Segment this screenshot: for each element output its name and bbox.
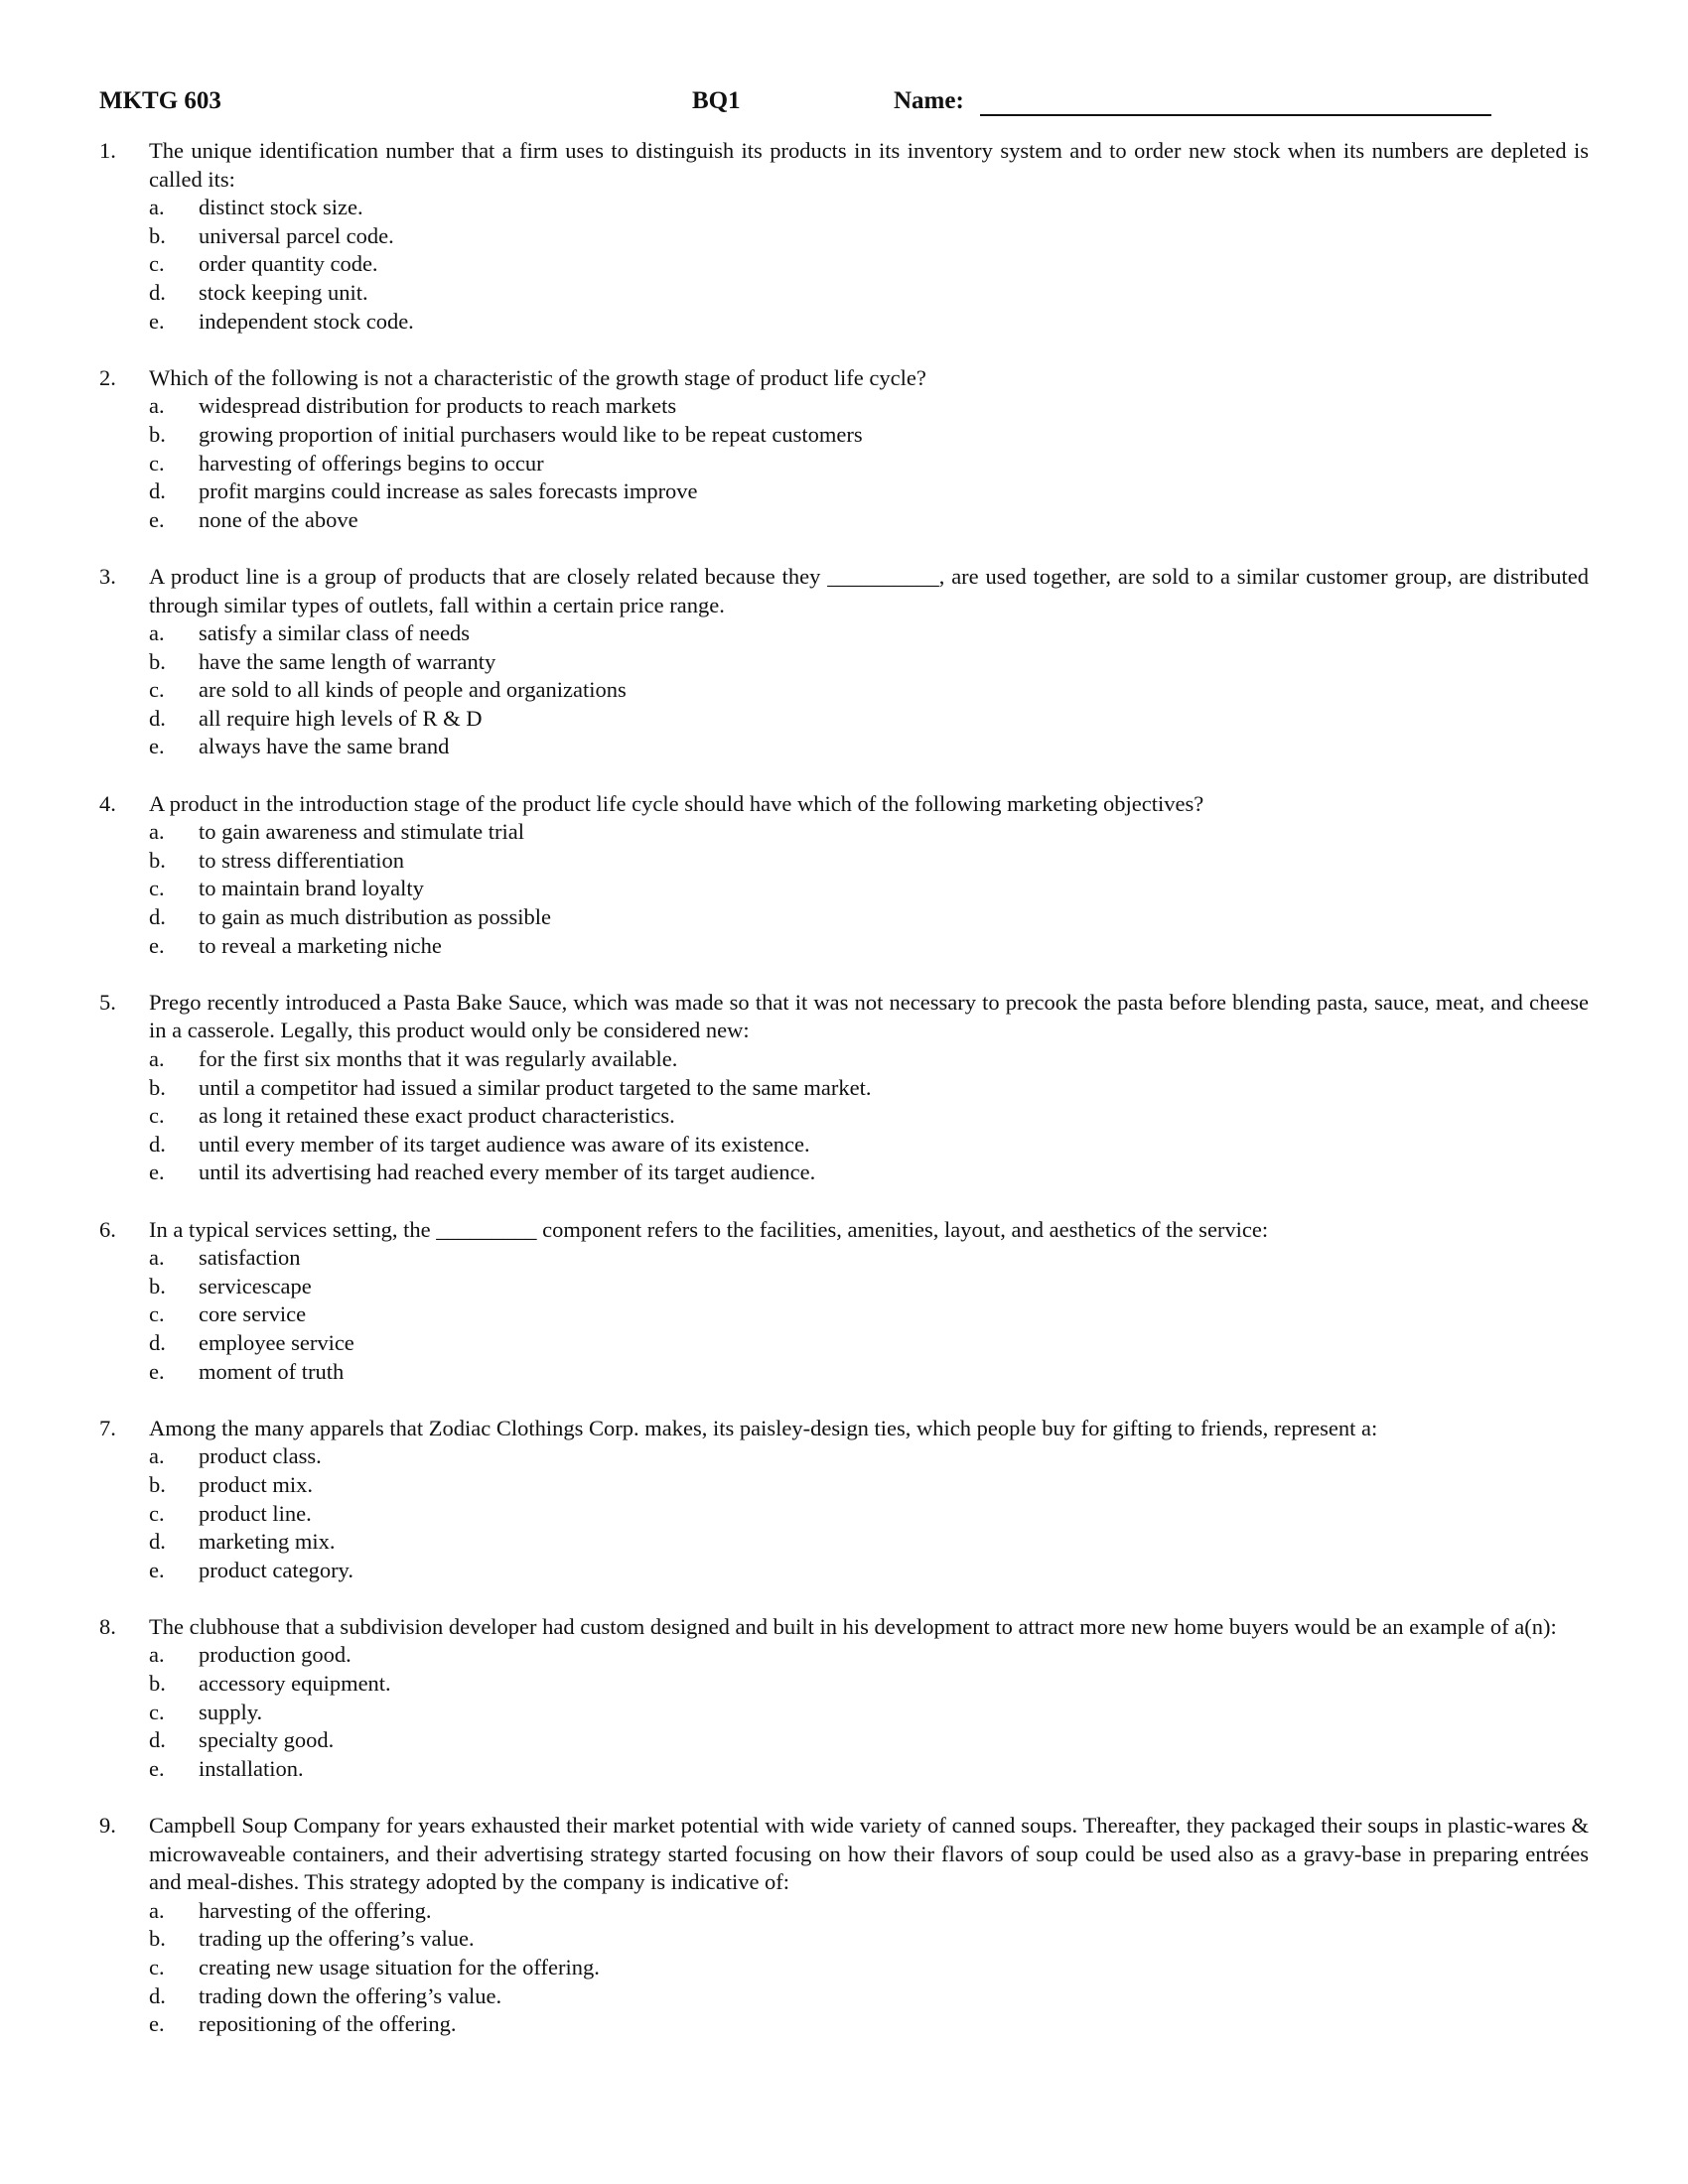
option-letter: e. (149, 734, 165, 759)
answer-option-e (99, 932, 1589, 961)
option-letter: e. (149, 2011, 165, 2037)
option-letter: b. (149, 1273, 166, 1298)
option-text: servicescape (199, 1273, 312, 1298)
option-text: to gain as much distribution as possible (199, 904, 551, 930)
option-letter: a. (149, 195, 165, 220)
answer-option-c (99, 450, 1589, 478)
option-letter: c. (149, 1955, 165, 1979)
option-letter: c. (149, 1301, 165, 1327)
option-text: to reveal a marketing niche (199, 932, 442, 958)
question-9 (99, 1812, 1589, 2039)
option-letter: e. (149, 1557, 165, 1582)
quiz-page (99, 87, 1589, 2067)
option-text: specialty good. (199, 1727, 335, 1753)
option-text: harvesting of offerings begins to occur (199, 450, 544, 476)
option-text: product mix. (199, 1471, 313, 1497)
option-letter: d. (149, 1131, 166, 1157)
option-text: marketing mix. (199, 1529, 336, 1555)
option-text: stock keeping unit. (199, 279, 368, 305)
option-text: to gain awareness and stimulate trial (199, 819, 525, 845)
name-blank-line (980, 114, 1491, 116)
question-number: 5. (99, 989, 116, 1015)
option-letter: e. (149, 932, 165, 958)
answer-option-d (99, 705, 1589, 734)
option-text: until its advertising had reached every member of its target audience. (199, 1160, 816, 1185)
question-number: 9. (99, 1813, 116, 1839)
answer-option-b (99, 222, 1589, 251)
question-text: Among the many apparels that Zodiac Clothings Corp. makes, its paisley-design ties, which people buy for gifting to friends, represent a: (149, 1415, 1378, 1440)
answer-options (99, 818, 1589, 960)
option-letter: a. (149, 620, 165, 646)
option-text: always have the same brand (199, 734, 450, 759)
answer-option-a (99, 818, 1589, 847)
answer-option-c (99, 1500, 1589, 1529)
answer-option-e (99, 308, 1589, 337)
answer-option-e (99, 733, 1589, 761)
option-text: satisfy a similar class of needs (199, 620, 471, 646)
answer-options (99, 619, 1589, 761)
option-text: to stress differentiation (199, 847, 405, 873)
answer-option-a (99, 619, 1589, 648)
option-text: until every member of its target audience was aware of its existence. (199, 1131, 810, 1157)
option-text: independent stock code. (199, 308, 414, 334)
answer-option-a (99, 194, 1589, 222)
option-text: production good. (199, 1642, 352, 1668)
answer-option-a (99, 1442, 1589, 1471)
question-number: 8. (99, 1613, 116, 1639)
option-letter: d. (149, 478, 166, 504)
option-letter: a. (149, 1642, 165, 1668)
option-letter: b. (149, 1671, 166, 1697)
option-letter: c. (149, 251, 165, 277)
answer-option-e (99, 506, 1589, 535)
option-letter: e. (149, 308, 165, 334)
option-text: moment of truth (199, 1358, 345, 1384)
answer-option-c (99, 676, 1589, 705)
option-text: order quantity code. (199, 251, 378, 277)
answer-option-a (99, 1045, 1589, 1074)
question-number: 4. (99, 790, 116, 816)
option-text: universal parcel code. (199, 222, 394, 248)
option-text: widespread distribution for products to reach markets (199, 393, 677, 419)
question-2 (99, 364, 1589, 535)
option-text: growing proportion of initial purchasers would like to be repeat customers (199, 421, 863, 447)
option-letter: d. (149, 279, 166, 305)
option-letter: a. (149, 1245, 165, 1271)
question-8 (99, 1613, 1589, 1784)
option-letter: d. (149, 904, 166, 930)
question-text: A product line is a group of products that are closely related because they __________, are used together, are sold to a similar customer group, are distributed through similar types of outlets, fall within a certain price range. (149, 563, 1589, 617)
option-letter: d. (149, 1329, 166, 1355)
answer-option-a (99, 1897, 1589, 1926)
option-text: core service (199, 1301, 307, 1327)
answer-options (99, 1244, 1589, 1386)
answer-option-e (99, 1358, 1589, 1387)
option-letter: a. (149, 819, 165, 845)
option-letter: d. (149, 1982, 166, 2008)
question-7 (99, 1415, 1589, 1585)
option-letter: b. (149, 421, 166, 447)
answer-option-c (99, 1699, 1589, 1727)
option-letter: c. (149, 1500, 165, 1526)
option-text: distinct stock size. (199, 195, 363, 220)
question-text: Which of the following is not a characteristic of the growth stage of product life cycle? (149, 364, 926, 390)
answer-option-b (99, 648, 1589, 677)
option-letter: c. (149, 1103, 165, 1129)
answer-option-a (99, 1641, 1589, 1670)
question-number: 2. (99, 364, 116, 390)
question-number: 1. (99, 138, 116, 163)
question-text: The unique identification number that a firm uses to distinguish its products in its inventory system and to order new stock when its numbers are depleted is called its: (149, 138, 1589, 192)
answer-option-c (99, 1300, 1589, 1329)
option-letter: a. (149, 1046, 165, 1071)
option-text: installation. (199, 1755, 304, 1781)
answer-option-d (99, 1982, 1589, 2011)
answer-option-b (99, 1670, 1589, 1699)
answer-option-e (99, 1755, 1589, 1784)
question-text: In a typical services setting, the _________ component refers to the facilities, amenities, layout, and aesthetics of the service: (149, 1216, 1269, 1242)
option-text: employee service (199, 1329, 354, 1355)
answer-option-e (99, 1557, 1589, 1585)
option-letter: b. (149, 1074, 166, 1100)
option-text: profit margins could increase as sales forecasts improve (199, 478, 698, 504)
option-letter: e. (149, 1160, 165, 1185)
option-letter: b. (149, 1471, 166, 1497)
option-text: repositioning of the offering. (199, 2011, 457, 2037)
answer-options (99, 1045, 1589, 1187)
option-text: as long it retained these exact product characteristics. (199, 1103, 675, 1129)
answer-options (99, 1442, 1589, 1584)
option-text: none of the above (199, 506, 358, 532)
question-text: A product in the introduction stage of the product life cycle should have which of the following marketing objectives? (149, 790, 1204, 816)
option-letter: c. (149, 450, 165, 476)
question-5 (99, 989, 1589, 1187)
option-letter: a. (149, 393, 165, 419)
question-text: Campbell Soup Company for years exhausted their market potential with wide variety of canned soups. Thereafter, they packaged their soups in plastic-wares & microwaveable containers, and their advertising strategy started focusing on how their flavors of soup could be used also as a gravy-base in preparing entrées and meal-dishes. This strategy adopted by the company is indicative of: (149, 1813, 1589, 1895)
answer-option-d (99, 1726, 1589, 1755)
option-letter: b. (149, 1926, 166, 1952)
question-6 (99, 1216, 1589, 1387)
option-letter: b. (149, 222, 166, 248)
option-text: to maintain brand loyalty (199, 876, 424, 901)
option-letter: d. (149, 1529, 166, 1555)
answer-option-a (99, 392, 1589, 421)
course-code: MKTG 603 (99, 87, 221, 114)
option-text: harvesting of the offering. (199, 1897, 432, 1923)
answer-option-c (99, 1954, 1589, 1982)
answer-option-d (99, 279, 1589, 308)
option-letter: c. (149, 876, 165, 901)
answer-option-b (99, 421, 1589, 450)
question-list (99, 137, 1589, 2039)
option-text: until a competitor had issued a similar product targeted to the same market. (199, 1074, 872, 1100)
answer-option-b (99, 1074, 1589, 1103)
answer-options (99, 194, 1589, 336)
option-text: trading down the offering’s value. (199, 1982, 502, 2008)
question-4 (99, 790, 1589, 961)
option-letter: b. (149, 847, 166, 873)
answer-option-c (99, 250, 1589, 279)
option-letter: b. (149, 648, 166, 674)
question-text: The clubhouse that a subdivision developer had custom designed and built in his development to attract more new home buyers would be an example of a(n): (149, 1613, 1557, 1639)
option-letter: d. (149, 705, 166, 731)
option-text: creating new usage situation for the offering. (199, 1955, 600, 1979)
answer-option-b (99, 1925, 1589, 1954)
option-text: trading up the offering’s value. (199, 1926, 475, 1952)
answer-option-b (99, 1471, 1589, 1500)
name-label: Name: (894, 87, 964, 114)
option-text: have the same length of warranty (199, 648, 496, 674)
option-text: accessory equipment. (199, 1671, 391, 1697)
option-letter: c. (149, 677, 165, 703)
answer-option-c (99, 1102, 1589, 1131)
option-text: are sold to all kinds of people and organizations (199, 677, 627, 703)
option-letter: e. (149, 1755, 165, 1781)
question-text: Prego recently introduced a Pasta Bake Sauce, which was made so that it was not necessary to precook the pasta before blending pasta, sauce, meat, and cheese in a casserole. Legally, this product would only be considered new: (149, 989, 1589, 1043)
answer-option-d (99, 1528, 1589, 1557)
option-text: satisfaction (199, 1245, 301, 1271)
option-letter: a. (149, 1443, 165, 1469)
answer-option-e (99, 1159, 1589, 1187)
answer-option-b (99, 1273, 1589, 1301)
option-text: product category. (199, 1557, 353, 1582)
question-number: 7. (99, 1415, 116, 1440)
option-letter: c. (149, 1699, 165, 1724)
answer-option-a (99, 1244, 1589, 1273)
answer-options (99, 392, 1589, 534)
question-1 (99, 137, 1589, 336)
option-letter: e. (149, 506, 165, 532)
quiz-id: BQ1 (692, 87, 741, 114)
answer-options (99, 1897, 1589, 2039)
option-text: supply. (199, 1699, 263, 1724)
option-letter: d. (149, 1727, 166, 1753)
option-letter: a. (149, 1897, 165, 1923)
answer-option-b (99, 847, 1589, 876)
option-text: for the first six months that it was regularly available. (199, 1046, 678, 1071)
answer-option-c (99, 875, 1589, 903)
option-text: all require high levels of R & D (199, 705, 483, 731)
answer-option-d (99, 478, 1589, 506)
option-text: product line. (199, 1500, 312, 1526)
answer-option-d (99, 1329, 1589, 1358)
answer-options (99, 1641, 1589, 1783)
option-text: product class. (199, 1443, 322, 1469)
question-number: 6. (99, 1216, 116, 1242)
question-number: 3. (99, 563, 116, 589)
quiz-header (99, 87, 1589, 121)
answer-option-e (99, 2010, 1589, 2039)
answer-option-d (99, 1131, 1589, 1160)
answer-option-d (99, 903, 1589, 932)
question-3 (99, 563, 1589, 761)
option-letter: e. (149, 1358, 165, 1384)
